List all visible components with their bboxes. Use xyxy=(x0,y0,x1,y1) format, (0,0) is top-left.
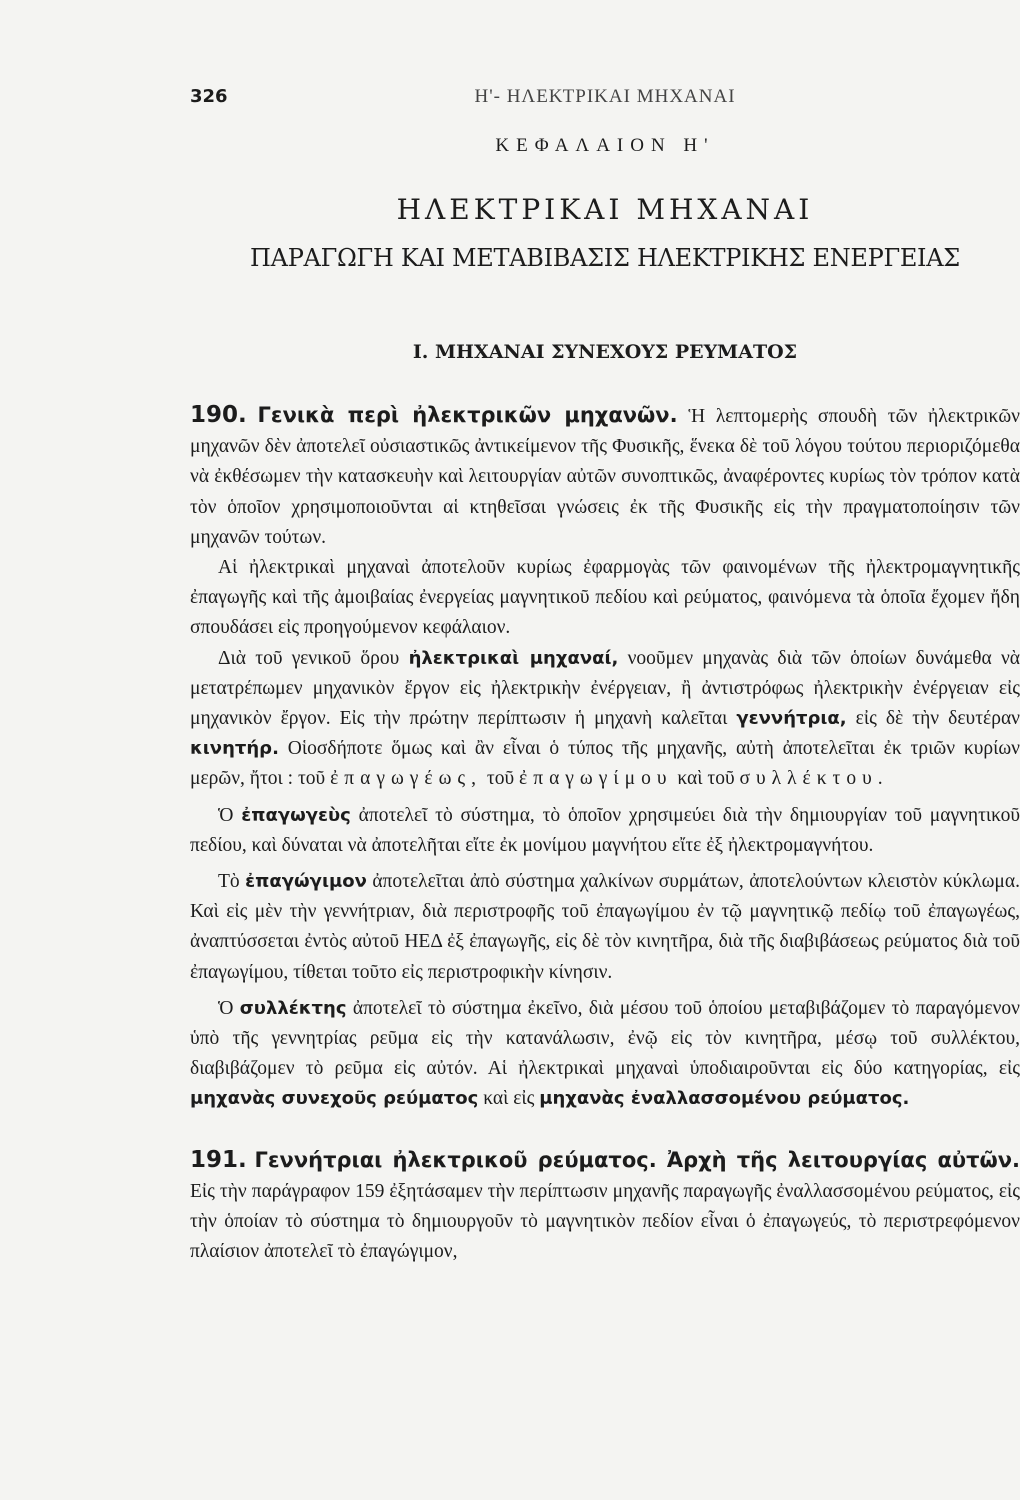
term-motor: κινητήρ. xyxy=(190,738,279,760)
text-run: Ὁ xyxy=(218,997,240,1019)
article-title: Γεννήτριαι ἠλεκτρικοῦ ρεύματος. Ἀρχὴ τῆς λειτουργίας αὐτῶν. xyxy=(254,1147,1020,1172)
text-run: Τὸ xyxy=(218,871,246,893)
term-dc-machines: μηχανὰς συνεχοῦς ρεύματος xyxy=(190,1088,479,1110)
paragraph-inductor xyxy=(190,801,1020,861)
text-run: τοῦ xyxy=(482,768,520,790)
term-ac-machines: μηχανὰς ἐναλλασσομένου ρεύματος. xyxy=(539,1088,910,1110)
text-run: ἀποτελεῖται ἀπὸ σύστημα χαλκίνων συρμάτων, ἀποτελούντων κλειστὸν κύκλωμα. Καὶ εἰς μὲν τὴν γεννήτριαν, διὰ περιστροφῆς τοῦ ἐπαγωγίμου ἐν τῷ μαγνητικῷ πεδίῳ τοῦ ἐπαγωγέως, ἀναπτύσσεται ἐντὸς αὐτοῦ ΗΕΔ ἐξ ἐπαγωγῆς, εἰς δὲ τὸν κινητῆρα, διὰ τῆς διαβιβάσεως ρεύματος διὰ τοῦ ἐπαγωγίμου, τίθεται τοῦτο εἰς περιστροφικὴν κίνησιν. xyxy=(190,871,1020,983)
chapter-subtitle: ΠΑΡΑΓΩΓΗ ΚΑΙ ΜΕΤΑΒΙΒΑΣΙΣ ΗΛΕΚΤΡΙΚΗΣ ΕΝΕΡΓΕΙΑΣ xyxy=(250,244,960,272)
term-inductor: ἐπαγωγεὺς xyxy=(241,804,351,826)
paragraph-machine-parts xyxy=(190,644,1020,795)
text-run: καὶ τοῦ xyxy=(672,768,740,790)
term-generator: γεννήτρια, xyxy=(736,708,847,730)
term-commutator: συλλέκτης xyxy=(239,997,347,1019)
spaced-term-commutator: συλλέκτου. xyxy=(739,768,889,790)
paragraph-text: Εἰς τὴν παράγραφον 159 ἐξητάσαμεν τὴν περίπτωσιν μηχανῆς παραγωγῆς ἐναλλασσομένου ρεύματος, εἰς τὴν ὁποίαν τὸ σύστημα τὸ δημιουργοῦν τὸ μαγνητικὸν πεδίον εἶναι ὁ ἐπαγωγεύς, τὸ περιστρεφόμενον πλαίσιον ἀποτελεῖ τὸ ἐπαγώγιμον, xyxy=(190,1180,1020,1263)
paragraph-armature xyxy=(190,867,1020,988)
text-run: εἰς δὲ τὴν δευτέραν xyxy=(846,708,1020,730)
term-armature: ἐπαγώγιμον xyxy=(245,871,367,893)
text-run: ἀποτελεῖ τὸ σύστημα, τὸ ὁποῖον χρησιμεύει διὰ τὴν δημιουργίαν τοῦ μαγνητικοῦ πεδίου, καὶ δύναται νὰ ἀποτελῆται εἴτε ἐκ μονίμου μαγνήτου εἴτε ἐξ ἠλεκτρομαγνήτου. xyxy=(190,804,1020,856)
text-run: Οἱοσδήποτε ὅμως καὶ ἂν εἶναι ὁ τύπος τῆς μηχανῆς, αὐτὴ ἀποτελεῖται ἐκ τριῶν κυρίων μερῶν, ἤτοι : τοῦ xyxy=(190,738,1020,790)
term-electric-machines: ἠλεκτρικαὶ μηχαναί, xyxy=(408,647,619,669)
article-number: 190. xyxy=(190,402,247,428)
text-run: ἀποτελεῖ τὸ σύστημα ἐκεῖνο, διὰ μέσου τοῦ ὁποίου μεταβιβάζομεν τὸ παραγόμενον ὑπὸ τῆς γεννητρίας ρεῦμα εἰς τὴν κατανάλωσιν, ἐνῷ εἰς τὸν κινητῆρα, μέσῳ τοῦ συλλέκτου, διαβιβάζομεν τὸ ρεῦμα εἰς αὐτόν. Αἱ ἠλεκτρικαὶ μηχαναὶ ὑποδιαιροῦνται εἰς δύο κατηγορίας, εἰς xyxy=(190,997,1020,1080)
article-title: Γενικὰ περὶ ἠλεκτρικῶν μηχανῶν. xyxy=(257,403,678,427)
running-header xyxy=(190,86,1020,116)
article-number: 191. xyxy=(190,1146,247,1173)
chapter-title: ΗΛΕΚΤΡΙΚΑΙ ΜΗΧΑΝΑΙ xyxy=(396,193,814,226)
spaced-term-armature: ἐπαγωγίμου xyxy=(519,768,673,790)
section-heading: Ι. ΜΗΧΑΝΑΙ ΣΥΝΕΧΟΥΣ ΡΕΥΜΑΤΟΣ xyxy=(412,341,798,363)
running-title: Η'- ΗΛΕΚΤΡΙΚΑΙ ΜΗΧΑΝΑΙ xyxy=(474,86,736,107)
spaced-term-inductor: ἐπαγωγέως, xyxy=(330,768,483,790)
paragraph-190-intro xyxy=(190,400,1020,553)
text-run: Ὁ xyxy=(218,804,242,826)
body-text xyxy=(190,400,1020,1267)
paragraph-text: Ἡ λεπτομερὴς σπουδὴ τῶν ἠλεκτρικῶν μηχανῶν δὲν ἀποτελεῖ οὐσιαστικῶς ἀντικείμενον τῆς Φυσικῆς, ἕνεκα δὲ τοῦ λόγου τούτου περιοριζόμεθα νὰ ἐκθέσωμεν τὴν κατασκευὴν καὶ λειτουργίαν αὐτῶν συνοπτικῶς, ἀναφέροντες κυρίως τὸν τρόπον κατὰ τὸν ὁποῖον χρησιμοποιοῦνται αἱ κτηθεῖσαι γνώσεις ἐκ τῆς Φυσικῆς εἰς τὴν πραγματοποίησιν τῶν μηχανῶν τούτων. xyxy=(190,406,1020,548)
page-number: 326 xyxy=(190,86,228,107)
paragraph-commutator xyxy=(190,994,1020,1115)
text-run: Διὰ τοῦ γενικοῦ ὅρου xyxy=(218,647,409,669)
text-run: νοοῦμεν μηχανὰς διὰ τῶν ὁποίων δυνάμεθα νὰ μετατρέπωμεν μηχανικὸν ἔργον εἰς ἠλεκτρικὴν ἐνέργειαν, ἢ ἀντιστρόφως ἠλεκτρικὴν ἐνέργειαν εἰς μηχανικὸν ἔργον. Εἰς τὴν πρώτην περίπτωσιν ἡ μηχανὴ καλεῖται xyxy=(190,647,1020,730)
paragraph-191 xyxy=(190,1145,1020,1268)
text-run: καὶ εἰς xyxy=(478,1088,540,1110)
chapter-label: ΚΕΦΑΛΑΙΟΝ Η' xyxy=(495,135,715,156)
paragraph: Αἱ ἠλεκτρικαὶ μηχαναὶ ἀποτελοῦν κυρίως ἐφαρμογὰς τῶν φαινομένων τῆς ἠλεκτρομαγνητικῆς ἐπαγωγῆς καὶ τῆς ἀμοιβαίας ἐνεργείας μαγνητικοῦ πεδίου καὶ ρεύματος, φαινόμενα τὰ ὁποῖα ἔχομεν ἤδη σπουδάσει εἰς προηγούμενον κεφάλαιον. xyxy=(190,557,1020,639)
